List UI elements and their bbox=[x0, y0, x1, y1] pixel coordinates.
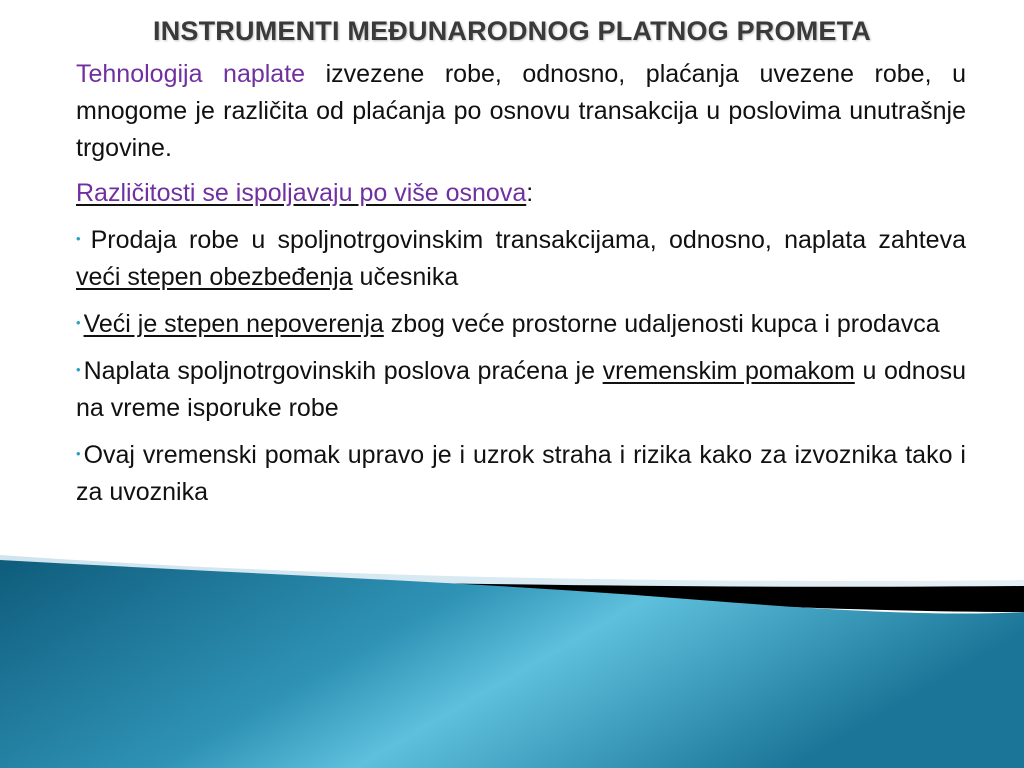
bullet-item-4 bbox=[76, 435, 966, 511]
slide-body bbox=[76, 56, 966, 519]
bullet-dot-icon: • bbox=[76, 362, 81, 377]
slide-title: INSTRUMENTI MEĐUNARODNOG PLATNOG PROMETA bbox=[153, 16, 871, 46]
bullet-dot-icon: • bbox=[76, 446, 81, 461]
bullet-dot-icon: • bbox=[76, 231, 81, 246]
bullet-underlined-text: Veći je stepen nepoverenja bbox=[83, 310, 384, 338]
bullet-item-2 bbox=[76, 304, 966, 343]
bullet-item-1 bbox=[76, 220, 966, 296]
lead-suffix: : bbox=[526, 179, 534, 207]
intro-paragraph bbox=[76, 56, 966, 167]
bullet-text-after: učesnika bbox=[352, 263, 459, 291]
bullet-underlined-text: vremenskim pomakom bbox=[602, 357, 855, 385]
lead-line bbox=[76, 175, 966, 212]
bullet-text-before: Prodaja robe u spoljnotrgovinskim transakcijama, odnosno, naplata zahteva bbox=[90, 226, 966, 254]
bullet-underlined-text: veći stepen obezbeđenja bbox=[76, 263, 353, 291]
bullet-dot-icon: • bbox=[76, 315, 81, 330]
intro-text: izvezene robe, odnosno, plaćanja uvezene robe, u mnogome je različita od plaćanja po osnovu transakcija u poslovima unutrašnje trgovine. bbox=[76, 60, 966, 162]
bullet-text-before: Ovaj vremenski pomak upravo je i uzrok straha i rizika kako za izvoznika tako i za uvoznika bbox=[76, 441, 966, 506]
intro-highlight: Tehnologija naplate bbox=[76, 60, 306, 88]
bullet-text-before: Naplata spoljnotrgovinskih poslova praćena je bbox=[83, 357, 603, 385]
bullet-text-after: u odnosu na vreme isporuke robe bbox=[76, 357, 967, 422]
bullet-item-3 bbox=[76, 351, 966, 427]
lead-highlight: Različitosti se ispoljavaju po više osnova bbox=[76, 179, 527, 207]
bullet-text-after: zbog veće prostorne udaljenosti kupca i prodavca bbox=[383, 310, 940, 338]
